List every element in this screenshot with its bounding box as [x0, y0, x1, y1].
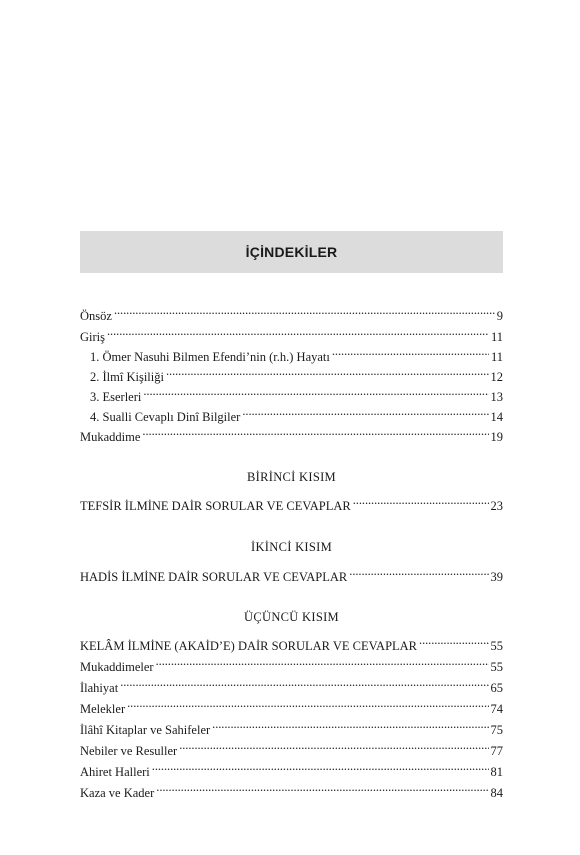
toc-entry-page: 55 [490, 660, 503, 674]
toc-entry-label: İlahiyat [80, 681, 119, 695]
toc-entry-page: 14 [490, 410, 503, 424]
toc-entry-page: 19 [490, 430, 503, 444]
toc-entry-giris[interactable] [80, 321, 503, 344]
toc-entry-page: 12 [490, 370, 503, 384]
toc-entry-sualli-cevapli[interactable] [80, 401, 503, 424]
toc-entry-label: Mukaddime [80, 430, 141, 444]
toc-entry-label: Melekler [80, 702, 126, 716]
toc-entry-label: 3. Eserleri [90, 390, 142, 404]
leader-dots [114, 300, 495, 320]
section-heading-birinci-kisim: BİRİNCİ KISIM [247, 470, 336, 484]
toc-entry-page: 74 [490, 702, 503, 716]
toc-entry-page: 13 [490, 390, 503, 404]
toc-entry-label: 1. Ömer Nasuhi Bilmen Efendi’nin (r.h.) Hayatı [90, 350, 330, 364]
toc-entry-page: 11 [490, 330, 503, 344]
toc-entry-label: KELÂM İLMİNE (AKAİD’E) DAİR SORULAR VE CEVAPLAR [80, 639, 418, 653]
toc-entry-page: 55 [490, 639, 503, 653]
toc-title: İÇİNDEKİLER [245, 244, 338, 260]
leader-dots [212, 714, 488, 734]
leader-dots [179, 735, 488, 755]
leader-dots [152, 756, 489, 776]
toc-entry-page: 77 [490, 744, 503, 758]
toc-entry-page: 11 [490, 350, 503, 364]
toc-entry-label: Kaza ve Kader [80, 786, 155, 800]
toc-entry-eserleri[interactable] [80, 381, 503, 404]
toc-entry-label: Giriş [80, 330, 105, 344]
toc-entry-page: 84 [490, 786, 503, 800]
toc-entry-page: 75 [490, 723, 503, 737]
toc-entry-onsoz[interactable] [80, 300, 503, 323]
leader-dots [127, 693, 488, 713]
toc-entry-kaza-kader[interactable] [80, 777, 503, 800]
toc-entry-melekler[interactable] [80, 693, 503, 716]
toc-entry-ilahiyat[interactable] [80, 672, 503, 695]
toc-entry-mukaddime[interactable] [80, 421, 503, 444]
section-heading-ikinci-kisim: İKİNCİ KISIM [250, 540, 333, 554]
leader-dots [107, 321, 489, 341]
toc-entry-label: Nebiler ve Resuller [80, 744, 178, 758]
leader-dots [242, 401, 488, 421]
leader-dots [349, 561, 488, 581]
toc-title-bar [80, 231, 503, 273]
toc-entry-label: Önsöz [80, 309, 112, 323]
toc-entry-nebiler[interactable] [80, 735, 503, 758]
toc-entry-page: 23 [490, 499, 503, 513]
toc-entry-ilmi-kisiligi[interactable] [80, 361, 503, 384]
leader-dots [353, 490, 489, 510]
leader-dots [142, 421, 488, 441]
toc-entry-label: İlâhî Kitaplar ve Sahifeler [80, 723, 211, 737]
leader-dots [120, 672, 488, 692]
toc-entry-label: 2. İlmî Kişiliği [90, 370, 164, 384]
toc-entry-tefsir[interactable] [80, 490, 503, 513]
toc-entry-label: 4. Sualli Cevaplı Dinî Bilgiler [90, 410, 241, 424]
leader-dots [419, 630, 488, 650]
leader-dots [156, 777, 488, 797]
leader-dots [156, 651, 489, 671]
toc-entry-hayati[interactable] [80, 341, 503, 364]
toc-entry-hadis[interactable] [80, 561, 503, 584]
toc-entry-label: TEFSİR İLMİNE DAİR SORULAR VE CEVAPLAR [80, 499, 351, 513]
leader-dots [166, 361, 489, 381]
toc-entry-page: 9 [496, 309, 503, 323]
toc-entry-kelam[interactable] [80, 630, 503, 653]
leader-dots [332, 341, 489, 361]
toc-entry-ilahi-kitaplar[interactable] [80, 714, 503, 737]
section-heading-ucuncu-kisim: ÜÇÜNCÜ KISIM [244, 610, 339, 624]
toc-entry-ahiret[interactable] [80, 756, 503, 779]
toc-entry-label: Ahiret Halleri [80, 765, 150, 779]
toc-entry-label: Mukaddimeler [80, 660, 154, 674]
toc-entry-page: 65 [490, 681, 503, 695]
toc-entry-page: 39 [490, 570, 503, 584]
toc-entry-label: HADİS İLMİNE DAİR SORULAR VE CEVAPLAR [80, 570, 348, 584]
toc-entry-mukaddimeler[interactable] [80, 651, 503, 674]
toc-entry-page: 81 [490, 765, 503, 779]
leader-dots [143, 381, 488, 401]
